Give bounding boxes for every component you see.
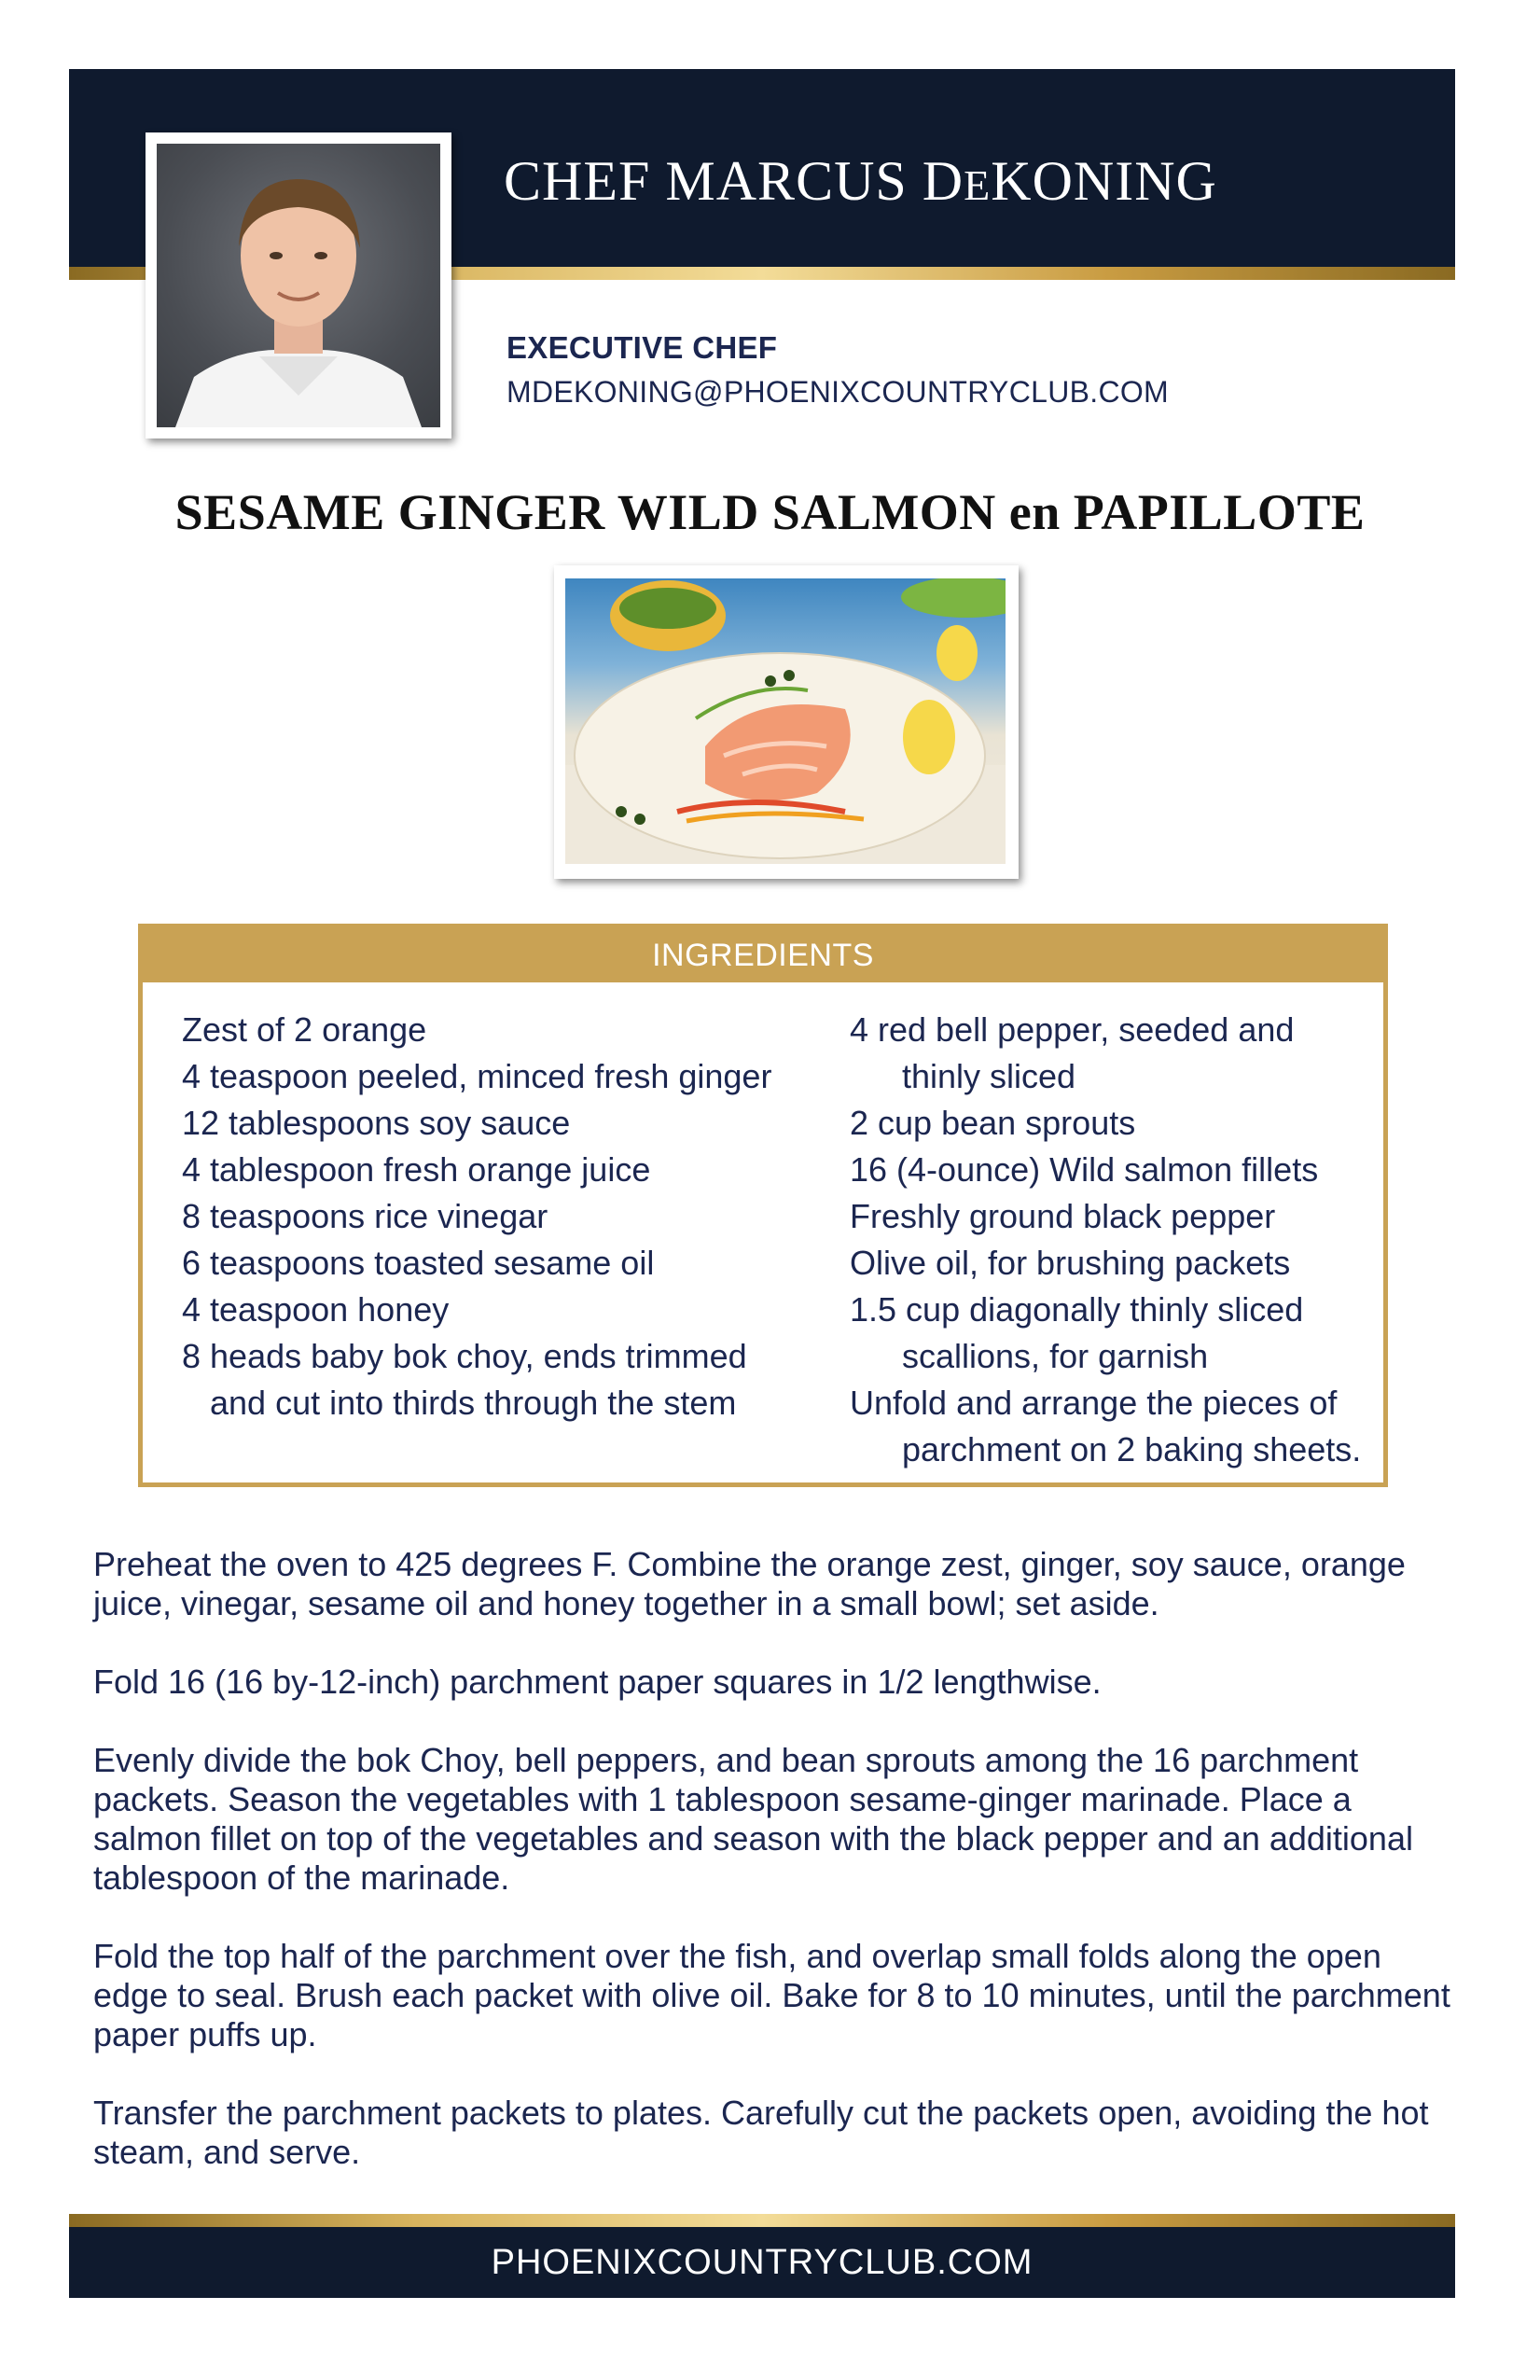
ingredient-item: 6 teaspoons toasted sesame oil	[182, 1244, 655, 1282]
instruction-step: Evenly divide the bok Choy, bell peppers, and bean sprouts among the 16 parchment packets. Season the vegetables with 1 tablespoon sesame-ginger marinade. Place a salmon fillet on top of the vegetables and season with the black pepper and an additional tablespoon of the marinade.	[93, 1741, 1413, 1897]
ingredients-box	[138, 924, 1388, 1487]
ingredient-item: Freshly ground black pepper	[850, 1197, 1276, 1235]
chef-photo	[157, 144, 440, 427]
recipe-title: SESAME GINGER WILD SALMON en PAPILLOTE	[174, 484, 1366, 540]
chef-name: CHEF MARCUS DEKONING	[504, 150, 1217, 212]
ingredient-item: 8 heads baby bok choy, ends trimmed and cut into thirds through the stem	[182, 1337, 747, 1422]
ingredient-item: 12 tablespoons soy sauce	[182, 1104, 571, 1142]
ingredients-left-column	[182, 1007, 798, 1427]
dish-photo	[565, 578, 1006, 864]
ingredient-item: 4 teaspoon honey	[182, 1290, 450, 1329]
instruction-step: Fold the top half of the parchment over the fish, and overlap small folds along the open edge to seal. Brush each packet with olive oil. Bake for 8 to 10 minutes, until the parchment paper puffs up.	[93, 1937, 1450, 2053]
ingredient-item: Unfold and arrange the pieces of parchment on 2 baking sheets.	[850, 1384, 1362, 1468]
ingredient-item: 2 cup bean sprouts	[850, 1104, 1136, 1142]
chef-photo-frame	[146, 132, 451, 438]
footer-website-link[interactable]: PHOENIXCOUNTRYCLUB.COM	[491, 2243, 1034, 2282]
ingredients-heading: INGREDIENTS	[143, 928, 1383, 982]
ingredients-right-column	[850, 1007, 1372, 1473]
chef-portrait-illustration	[157, 144, 440, 427]
ingredient-item: 1.5 cup diagonally thinly sliced scallions, for garnish	[850, 1290, 1304, 1375]
footer-gold-divider	[69, 2214, 1455, 2227]
ingredient-item: Olive oil, for brushing packets	[850, 1244, 1291, 1282]
chef-job-title: EXECUTIVE CHEF	[506, 330, 778, 365]
instruction-step: Preheat the oven to 425 degrees F. Combine the orange zest, ginger, soy sauce, orange juice, vinegar, sesame oil and honey together in a small bowl; set aside.	[93, 1545, 1406, 1622]
ingredient-item: 4 teaspoon peeled, minced fresh ginger	[182, 1057, 772, 1095]
footer-bar	[69, 2227, 1455, 2298]
ingredient-item: 4 red bell pepper, seeded and thinly sliced	[850, 1010, 1295, 1095]
salmon-dish-illustration	[565, 578, 1006, 864]
chef-email[interactable]: MDEKONING@PHOENIXCOUNTRYCLUB.COM	[506, 375, 1170, 409]
ingredient-item: 4 tablespoon fresh orange juice	[182, 1150, 651, 1189]
ingredient-item: 8 teaspoons rice vinegar	[182, 1197, 548, 1235]
instruction-step: Transfer the parchment packets to plates. Carefully cut the packets open, avoiding the hot steam, and serve.	[93, 2094, 1429, 2171]
ingredient-item: 16 (4-ounce) Wild salmon fillets	[850, 1150, 1319, 1189]
ingredient-item: Zest of 2 orange	[182, 1010, 427, 1049]
instruction-step: Fold 16 (16 by-12-inch) parchment paper squares in 1/2 lengthwise.	[93, 1663, 1102, 1701]
instructions	[93, 1545, 1464, 2211]
dish-photo-frame	[554, 565, 1019, 879]
